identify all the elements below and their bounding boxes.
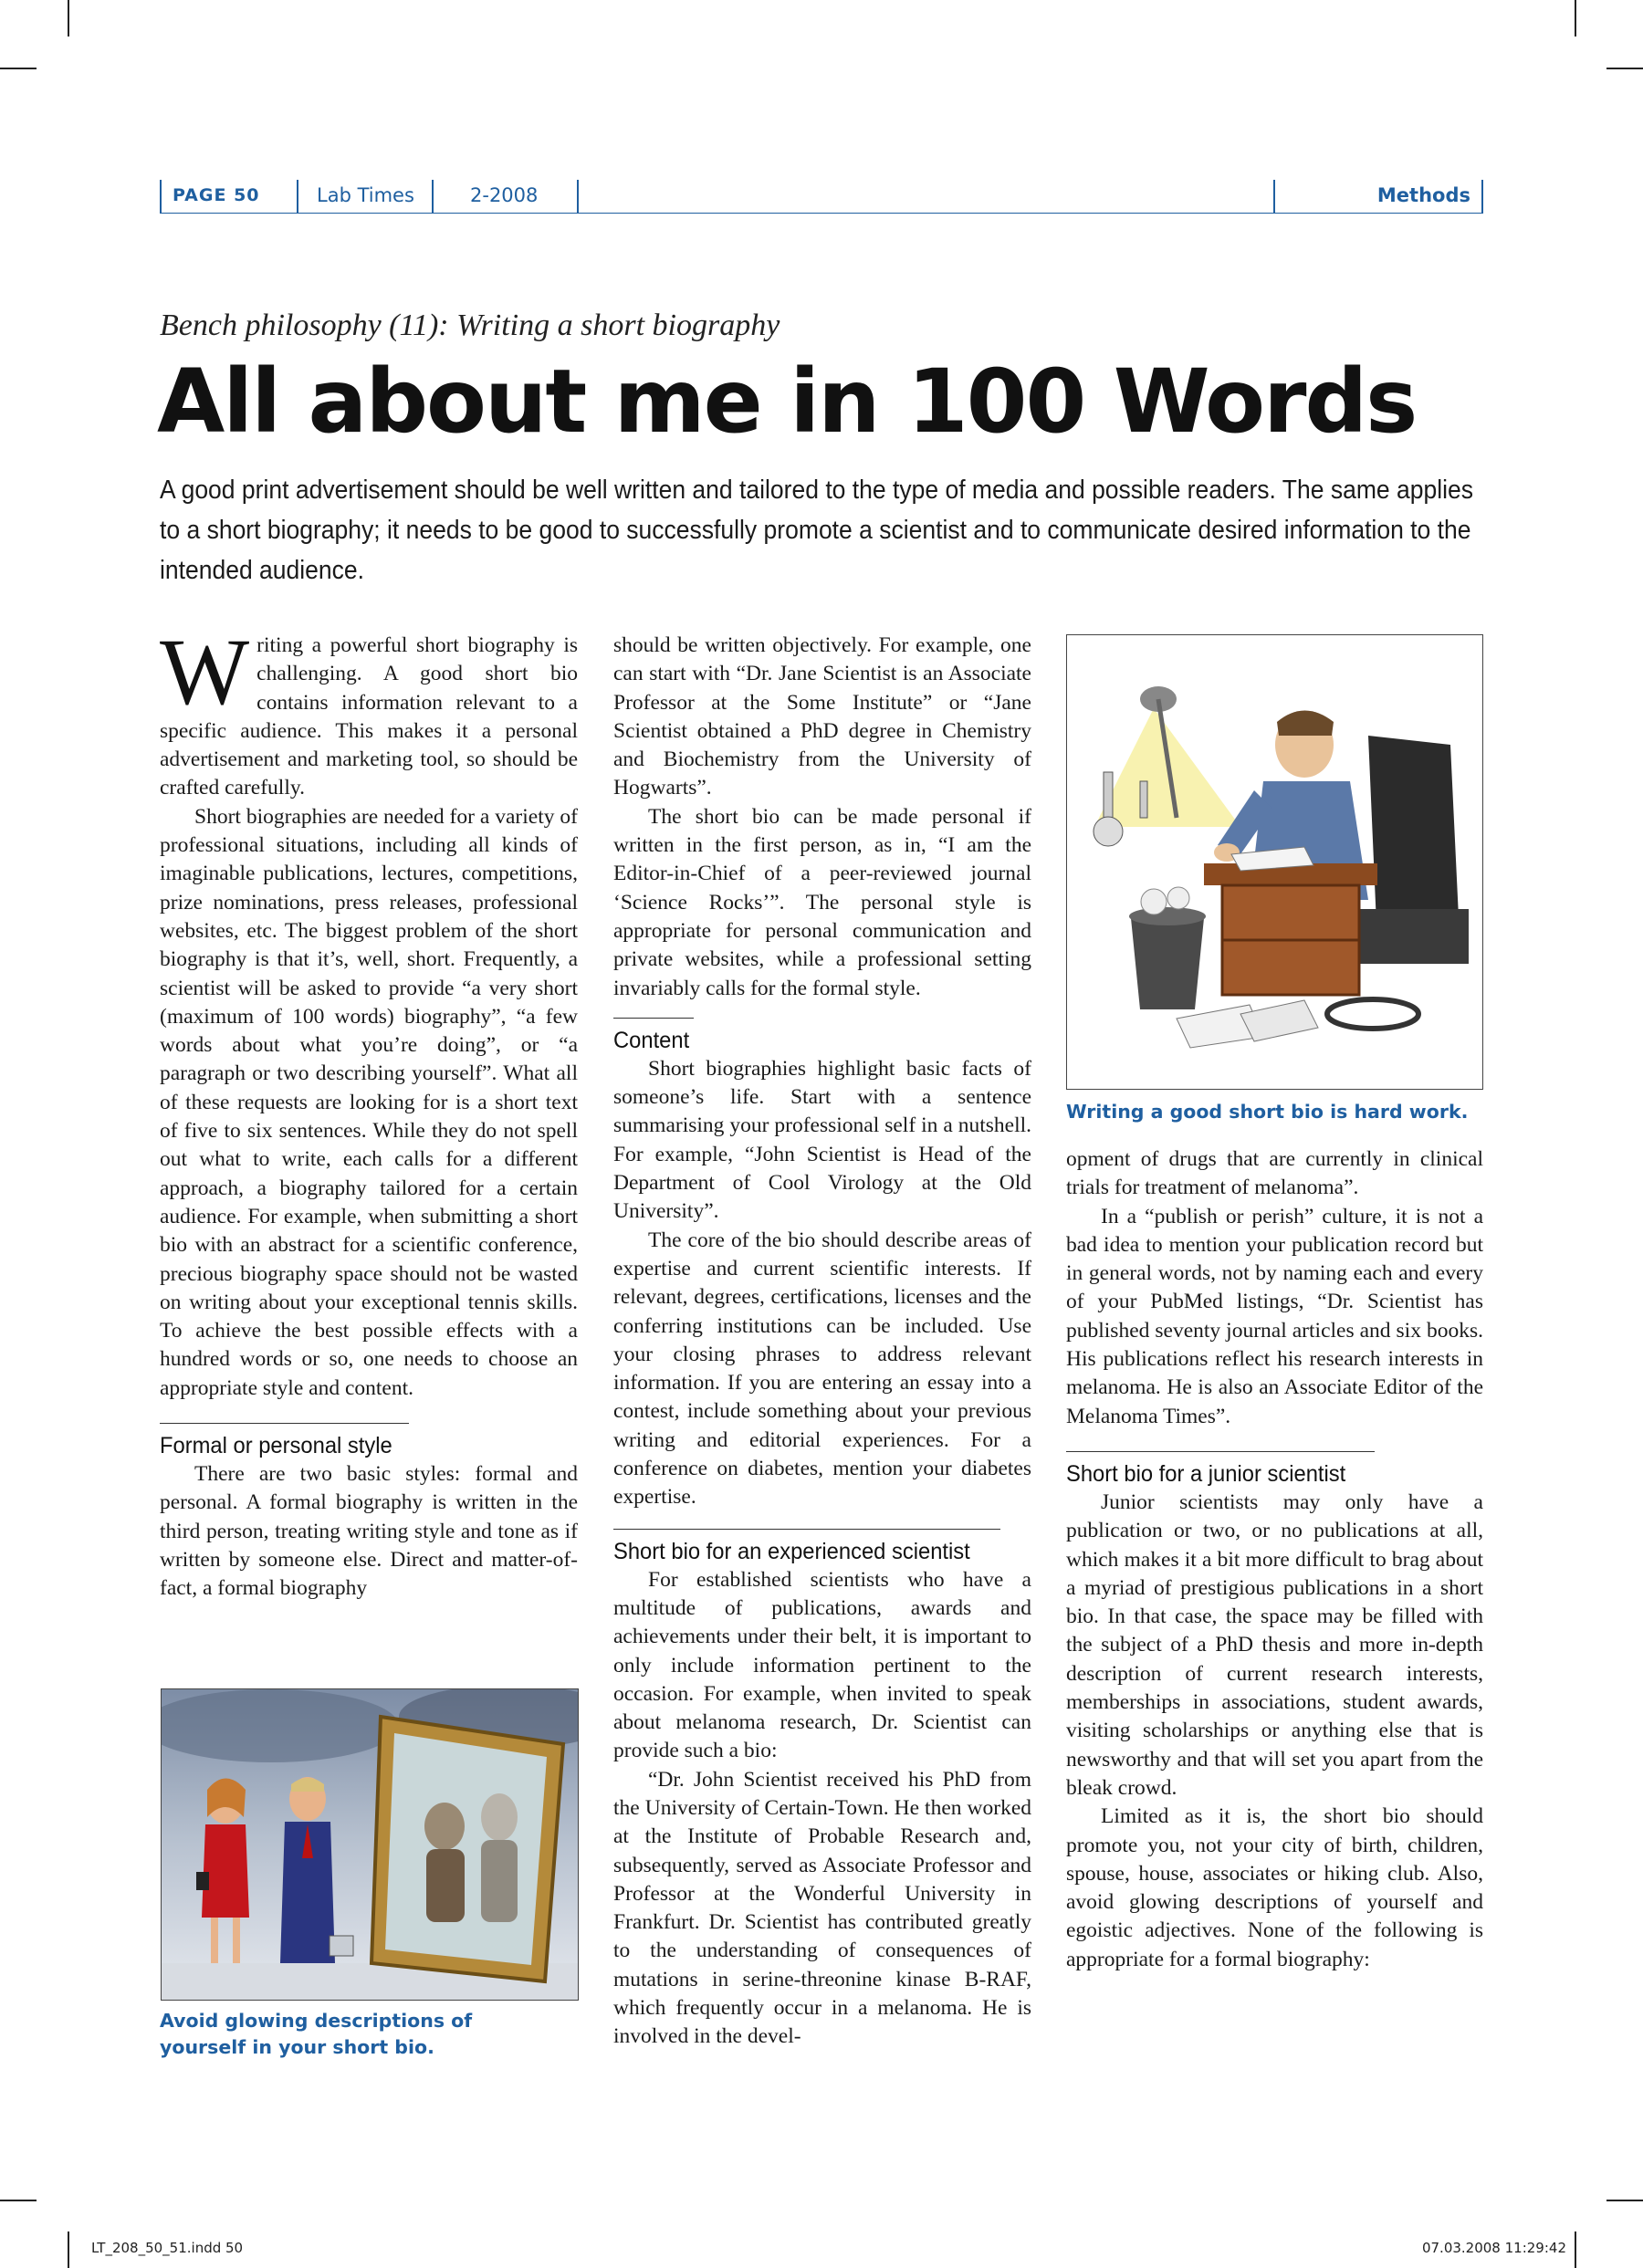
article-title: All about me in 100 Words bbox=[157, 350, 1417, 453]
scientist-cartoon-icon bbox=[1067, 635, 1482, 1089]
paragraph: There are two basic styles: formal and personal. A formal biography is written in the third person, treating writing style and tone as if written by someone else. Direct and matter-of-fact, a formal biography bbox=[160, 1462, 578, 1601]
subheading: Short bio for a junior scientist bbox=[1066, 1460, 1346, 1487]
page-number: PAGE 50 bbox=[173, 185, 260, 205]
crop-mark bbox=[1606, 68, 1643, 69]
paragraph: In a “publish or perish” culture, it is not a bad idea to mention your publication record but in general words, not by naming each and every of your PubMed listings, “Dr. Scientist has published seventy journal articles and six books. His publications reflect his research interests in melanoma. He is also an Associate Editor of the Melanoma Times”. bbox=[1066, 1204, 1483, 1428]
mirror-illustration bbox=[161, 1688, 579, 2001]
paragraph: For established scientists who have a multitude of publications, awards and achievements under their belt, it is important to only include information pertinent to the occasion. For example, when invited to speak about melanoma research, Dr. Scientist can provide such a bio: bbox=[613, 1567, 1031, 1763]
paragraph: Limited as it is, the short bio should promote you, not your city of birth, children, spouse, house, associates or hiking club. Also, avoid glowing descriptions of yourself and egoistic adjectives. None of the following is appropriate for a formal biography: bbox=[1066, 1804, 1483, 1971]
crop-mark bbox=[68, 0, 69, 37]
paragraph: should be written objectively. For example, one can start with “Dr. Jane Scientist is an Associate Professor at the Some Institute” or “Jane Scientist obtained a PhD degree in Chemistry and Biochemistry from the University of Hogwarts”. bbox=[613, 633, 1031, 800]
crop-mark bbox=[0, 2200, 37, 2201]
desk-illustration bbox=[1066, 634, 1483, 1090]
paragraph: “Dr. John Scientist received his PhD from the University of Certain-Town. He then worked at the Institute of Probable Research and, subsequently, served as Associate Professor and Professor at the Wonderful University in Frankfurt. Dr. Scientist has contributed greatly to the understanding of consequences of mutations in serine-threonine kinase B-RAF, which frequently occur in a melanoma. He is involved in the devel- bbox=[613, 1767, 1031, 2049]
file-slug: LT_208_50_51.indd 50 bbox=[91, 2240, 244, 2256]
section-name: Methods bbox=[1376, 184, 1470, 206]
running-header bbox=[160, 180, 1483, 214]
article-kicker: Bench philosophy (11): Writing a short biography bbox=[160, 308, 780, 342]
mirror-cartoon-icon bbox=[162, 1689, 578, 2000]
subheading: Formal or personal style bbox=[160, 1433, 392, 1459]
magazine-name: Lab Times bbox=[317, 184, 414, 206]
paragraph: Short biographies highlight basic facts of someone’s life. Start with a sentence summarising your professional self in a nutshell. For example, “John Scientist is Head of the Department of Cool Virology at the Old University”. bbox=[613, 1056, 1031, 1224]
drop-cap: W bbox=[160, 620, 250, 725]
crop-mark bbox=[0, 68, 37, 69]
paragraph: The short bio can be made personal if written in the first person, as in, “I am the Editor-in-Chief of a peer-reviewed journal ‘Science Rocks’”. The personal style is appropriate for personal communication and private websites, while a professional setting invariably calls for the formal style. bbox=[613, 804, 1031, 1000]
crop-mark bbox=[1575, 0, 1576, 37]
paragraph: Short biographies are needed for a variety of professional situations, including all kinds of imaginable publications, lectures, competitions, prize nominations, press releases, professional websites, etc. The biggest problem of the short biography is that it’s, well, short. Frequently, a scientist will be asked to provide “a very short (maximum of 100 words) biography”, “a few words about what you’re doing”, or “a paragraph or two describing yourself”. What all of these requests are looking for is a short text of five to six sentences. While they do not spell out what to write, each calls for a different approach, a biography tailored for a certain audience. For example, when submitting a short bio with an abstract for a scientific conference, precious biography space should not be wasted on writing about your exceptional tennis skills. To achieve the best possible effects with a hundred words or so, one needs to choose an appropriate style and content. bbox=[160, 804, 578, 1400]
figure-caption: Avoid glowing descriptions of yourself in your short bio. bbox=[160, 2010, 473, 2058]
paragraph: The core of the bio should describe areas of expertise and current scientific interests. If relevant, degrees, certifications, licenses and the conferring institutions can be included. Use your closing phrases to address relevant information. If you are entering an essay into a contest, include something about your previous writing and editorial experiences. For a conference on diabetes, mention your diabetes expertise. bbox=[613, 1228, 1031, 1510]
paragraph: Writing a powerful short biography is challenging. A good short bio contains information relevant to a specific audience. This makes it a personal advertisement and marketing tool, so should be crafted carefully. bbox=[160, 620, 578, 800]
paragraph: opment of drugs that are currently in clinical trials for treatment of melanoma”. bbox=[1066, 1147, 1483, 1200]
subheading: Content bbox=[613, 1027, 690, 1053]
column-3 bbox=[1066, 1145, 1483, 1974]
crop-mark bbox=[1575, 2231, 1576, 2268]
article-lead: A good print advertisement should be well written and tailored to the type of media and possible readers. The same applies to a short biography; it needs to be good to successfully promote a scientist and to communicate desired information to the intended audience. bbox=[160, 476, 1474, 585]
figure-caption: Writing a good short bio is hard work. bbox=[1066, 1101, 1469, 1123]
print-timestamp: 07.03.2008 11:29:42 bbox=[1421, 2240, 1566, 2256]
issue-number: 2-2008 bbox=[470, 184, 539, 206]
column-2 bbox=[613, 632, 1031, 2052]
crop-mark bbox=[1606, 2200, 1643, 2201]
paragraph: Junior scientists may only have a publication or two, or no publications at all, which makes it a bit more difficult to brag about a myriad of prestigious publications in a short bio. In that case, the space may be filled with the subject of a PhD thesis and more in-depth description of current research interests, memberships in associations, student awards, visiting scholarships or anything else that is newsworthy and that will set you apart from the bleak crowd. bbox=[1066, 1489, 1483, 1800]
crop-mark bbox=[68, 2231, 69, 2268]
subheading: Short bio for an experienced scientist bbox=[613, 1538, 970, 1564]
column-1 bbox=[160, 620, 578, 1604]
